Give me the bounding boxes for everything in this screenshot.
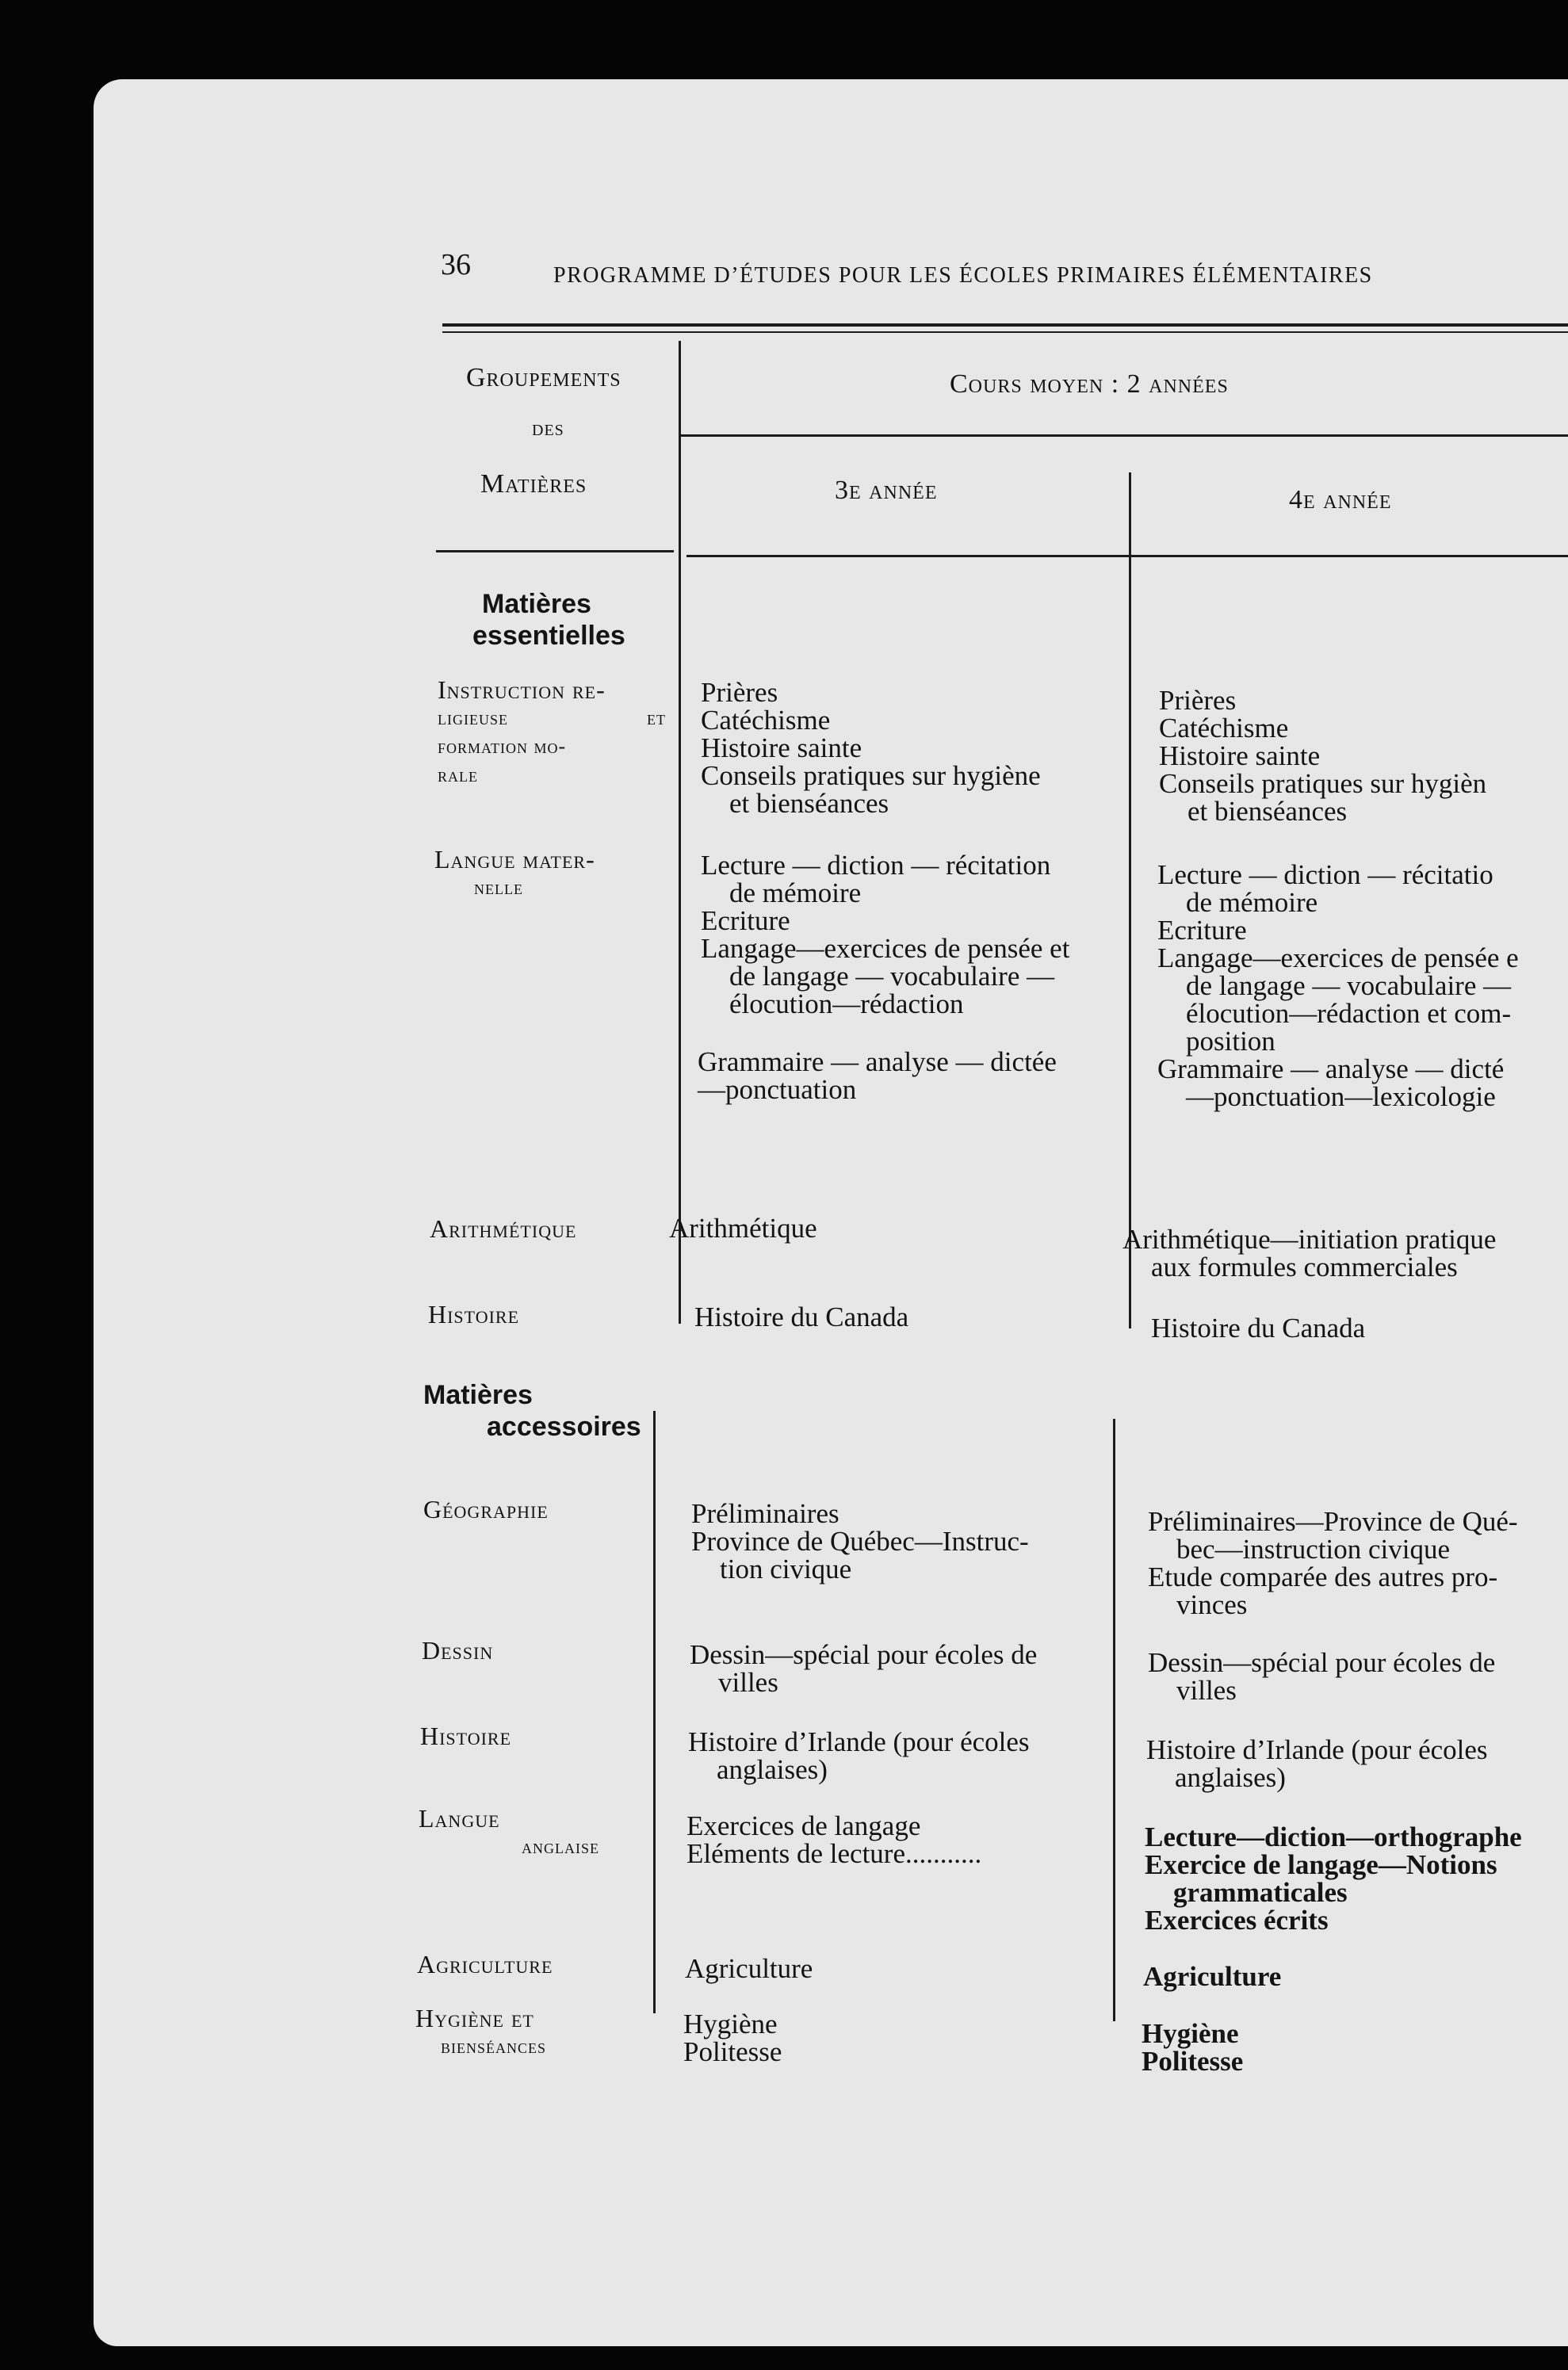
cell-line: Grammaire — analyse — dictée <box>698 1046 1057 1077</box>
cell-line: élocution—rédaction <box>729 988 964 1019</box>
section-accessoires-line1: Matières <box>423 1380 533 1410</box>
cell-histoire-3e: Histoire du Canada <box>694 1302 909 1332</box>
col-group-heading-2: des <box>532 416 564 441</box>
cell-line: et bienséances <box>1187 796 1348 827</box>
section-accessoires-line2: accessoires <box>487 1412 641 1442</box>
group-line: formation mo- <box>438 735 567 758</box>
group-line: Langue <box>419 1804 500 1833</box>
cell-instruction-3e <box>701 679 1041 817</box>
cell-line: Histoire sainte <box>701 732 862 763</box>
page-header-title: PROGRAMME D’ÉTUDES POUR LES ÉCOLES PRIMAIRES ÉLÉMENTAIRES <box>553 263 1373 288</box>
cell-line: Arithmétique—initiation pratique <box>1122 1224 1497 1255</box>
cell-line: et bienséances <box>729 788 889 819</box>
cell-line: Etude comparée des autres pro- <box>1148 1562 1498 1592</box>
section-essentielles <box>472 588 625 652</box>
col3-heading: 3e année <box>835 476 938 505</box>
cell-line: anglaises) <box>717 1754 828 1785</box>
cell-dessin-3e <box>690 1641 1037 1696</box>
cell-line: Lecture — diction — récitatio <box>1157 859 1493 890</box>
group-line: anglaise <box>522 1835 599 1858</box>
group-line: ligieuse et <box>438 706 666 729</box>
group-instruction <box>438 675 666 789</box>
cell-histoire-4e: Histoire du Canada <box>1151 1313 1366 1344</box>
col-divider-1 <box>679 341 681 1324</box>
cell-line: bec—instruction civique <box>1176 1534 1451 1565</box>
document-page <box>94 79 1568 2346</box>
cell-hygiene-3e <box>683 2010 782 2066</box>
cell-langue-3e <box>701 851 1069 1018</box>
section-essentielles-line1: Matières <box>482 589 591 619</box>
cell-line: tion civique <box>720 1554 852 1584</box>
group-line: nelle <box>474 876 523 899</box>
cell-line: Exercice de langage—Notions <box>1145 1849 1497 1880</box>
top-rule-thin <box>442 331 1568 333</box>
group-arithmetique: Arithmétique <box>430 1214 577 1243</box>
col4-heading: 4e année <box>1289 485 1392 514</box>
cell-histoire2-4e <box>1146 1736 1488 1791</box>
col-divider-1b <box>653 1411 656 2013</box>
cell-line: Politesse <box>683 2036 782 2067</box>
cell-line: villes <box>718 1667 778 1698</box>
cell-arith-4e <box>1122 1225 1496 1281</box>
group-hygiene <box>415 2004 546 2061</box>
cell-line: Grammaire — analyse — dicté <box>1157 1053 1505 1084</box>
group-histoire: Histoire <box>428 1300 520 1328</box>
cell-line: Ecriture <box>701 905 790 936</box>
cell-hygiene-4e <box>1142 2020 1243 2075</box>
cell-line: Langage—exercices de pensée e <box>1157 942 1519 973</box>
cell-line: Ecriture <box>1157 915 1247 946</box>
page-number: 36 <box>441 248 471 281</box>
cell-line: Langage—exercices de pensée et <box>701 933 1070 964</box>
cell-dessin-4e <box>1148 1649 1495 1704</box>
cell-line: Prières <box>1159 685 1237 716</box>
group-agriculture: Agriculture <box>417 1950 553 1978</box>
cell-line: de mémoire <box>1186 887 1318 918</box>
col-divider-2b <box>1113 1419 1115 2021</box>
cell-line: Exercices de langage <box>686 1810 921 1841</box>
cell-line: Eléments de lecture........... <box>686 1838 982 1869</box>
col-group-heading-1: Groupements <box>466 363 621 392</box>
cell-line: vinces <box>1176 1589 1248 1620</box>
cell-line: Préliminaires—Province de Qué- <box>1148 1506 1518 1537</box>
cell-geo-3e <box>691 1500 1029 1583</box>
col-divider-2 <box>1129 472 1131 1328</box>
section-essentielles-line2: essentielles <box>472 621 625 651</box>
cell-anglaise-3e <box>686 1812 981 1867</box>
cell-line: Catéchisme <box>701 705 831 736</box>
cell-langue-4e <box>1157 861 1519 1110</box>
group-langue-maternelle <box>434 845 595 902</box>
cell-line: Exercices écrits <box>1145 1905 1329 1936</box>
group-line: Instruction re- <box>438 675 606 704</box>
cell-line: —ponctuation <box>698 1074 857 1105</box>
cours-rule <box>680 434 1568 437</box>
cell-line: Histoire sainte <box>1159 740 1321 771</box>
group-line: bienséances <box>441 2035 547 2058</box>
cell-agri-4e: Agriculture <box>1143 1961 1282 1992</box>
cell-line: Histoire d’Irlande (pour écoles <box>688 1726 1030 1757</box>
cell-line: aux formules commerciales <box>1151 1252 1458 1282</box>
cell-grammaire-3e <box>698 1048 1057 1103</box>
cell-line: anglaises) <box>1175 1762 1286 1793</box>
cell-line: Histoire d’Irlande (pour écoles <box>1146 1734 1488 1765</box>
cell-line: Hygiène <box>1142 2018 1239 2049</box>
cell-line: de langage — vocabulaire — <box>729 961 1055 992</box>
cell-line: Conseils pratiques sur hygièn <box>1159 768 1487 799</box>
cell-line: Lecture — diction — récitation <box>701 850 1051 881</box>
cell-anglaise-4e <box>1145 1823 1522 1934</box>
cell-line: Province de Québec—Instruc- <box>691 1526 1029 1557</box>
cell-line: Hygiène <box>683 2009 778 2039</box>
top-rule <box>442 323 1568 327</box>
cell-line: élocution—rédaction et com- <box>1186 998 1512 1029</box>
cell-line: de langage — vocabulaire — <box>1186 970 1512 1001</box>
group-dessin: Dessin <box>422 1636 494 1665</box>
cell-line: Politesse <box>1142 2046 1244 2077</box>
group-line: rale <box>438 763 478 786</box>
cell-line: Préliminaires <box>691 1498 839 1529</box>
cell-histoire2-3e <box>688 1728 1030 1783</box>
group-header-rule <box>436 550 674 552</box>
cell-line: Catéchisme <box>1159 713 1289 743</box>
cell-instruction-4e <box>1159 686 1486 825</box>
cell-geo-4e <box>1148 1508 1518 1619</box>
cell-line: Dessin—spécial pour écoles de <box>690 1639 1038 1670</box>
years-header-rule <box>686 555 1568 557</box>
cell-line: position <box>1186 1026 1275 1057</box>
cell-arith-3e: Arithmétique <box>669 1213 817 1244</box>
cours-moyen-heading: Cours moyen : 2 années <box>950 369 1229 399</box>
group-line: Hygiène et <box>415 2004 534 2032</box>
cell-line: Lecture—diction—orthographe <box>1145 1821 1522 1852</box>
group-langue-anglaise <box>419 1804 599 1861</box>
cell-agri-3e: Agriculture <box>685 1953 813 1984</box>
cell-line: grammaticales <box>1173 1877 1348 1908</box>
col-group-heading-3: Matières <box>480 469 587 499</box>
group-histoire-2: Histoire <box>420 1722 512 1750</box>
cell-line: de mémoire <box>729 877 862 908</box>
section-accessoires <box>423 1379 641 1443</box>
group-line: Langue mater- <box>434 845 595 873</box>
group-geographie: Géographie <box>423 1495 549 1523</box>
cell-line: Dessin—spécial pour écoles de <box>1148 1647 1496 1678</box>
cell-line: Conseils pratiques sur hygiène <box>701 760 1041 791</box>
cell-line: —ponctuation—lexicologie <box>1186 1081 1496 1112</box>
cell-line: Prières <box>701 677 778 708</box>
cell-line: villes <box>1176 1675 1237 1706</box>
